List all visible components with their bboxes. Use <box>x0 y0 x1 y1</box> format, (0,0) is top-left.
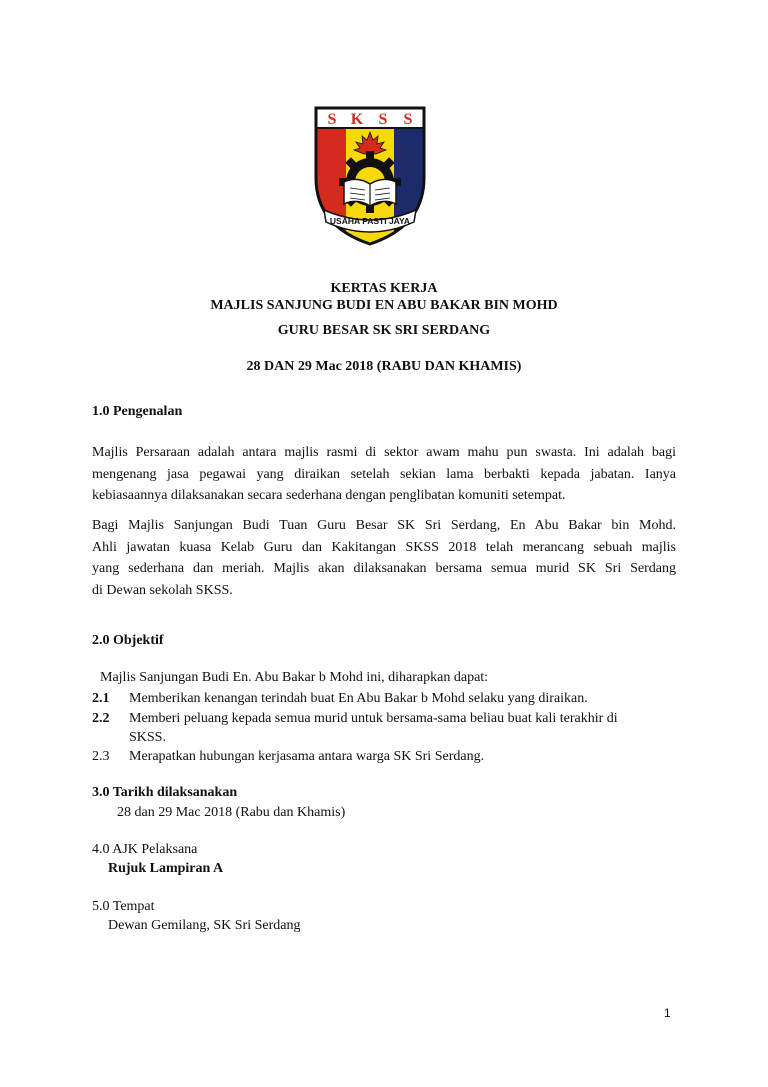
section-heading-objectives: 2.0 Objektif <box>92 633 164 648</box>
objective-number: 2.2 <box>92 711 110 726</box>
introduction-paragraph-1 <box>92 442 676 507</box>
crest-letter: K <box>350 111 364 128</box>
event-date: 28 DAN 29 Mac 2018 (RABU DAN KHAMIS) <box>246 359 522 374</box>
objective-number: 2.3 <box>92 749 110 764</box>
honoree-title: GURU BESAR SK SRI SERDANG <box>277 323 491 338</box>
paragraph-line: Majlis Persaraan adalah antara majlis rasmi di sektor awam mahu pun swasta. Ini adalah bagi <box>92 445 676 460</box>
objective-text: Merapatkan hubungan kerjasama antara warga SK Sri Serdang. <box>129 749 485 764</box>
doc-title: KERTAS KERJA <box>330 281 438 296</box>
paragraph-line: Bagi Majlis Sanjungan Budi Tuan Guru Besar SK Sri Serdang, En Abu Bakar bin Mohd. <box>92 518 676 533</box>
event-date-value: 28 dan 29 Mac 2018 (Rabu dan Khamis) <box>117 805 346 820</box>
section-heading-date: 3.0 Tarikh dilaksanakan <box>92 785 238 800</box>
section-heading-venue: 5.0 Tempat <box>92 899 155 914</box>
section-heading-committee: 4.0 AJK Pelaksana <box>92 842 198 857</box>
objectives-intro: Majlis Sanjungan Budi En. Abu Bakar b Mohd ini, diharapkan dapat: <box>100 670 489 685</box>
section-heading-introduction: 1.0 Pengenalan <box>92 404 183 419</box>
paragraph-line: kebiasaannya dilaksanakan secara sederhana dengan penglibatan komuniti setempat. <box>92 488 566 503</box>
objective-text: Memberi peluang kepada semua murid untuk bersama-sama beliau buat kali terakhir di <box>129 711 618 726</box>
objective-item <box>92 688 588 709</box>
book-icon <box>344 179 396 206</box>
venue-value: Dewan Gemilang, SK Sri Serdang <box>108 918 301 933</box>
crest-letter: S <box>327 111 337 128</box>
paragraph-line: mengenang jasa pegawai yang diraikan setelah sekian lama berbakti kepada jabatan. Ianya <box>92 466 676 482</box>
event-title: MAJLIS SANJUNG BUDI EN ABU BAKAR BIN MOHD <box>210 298 558 313</box>
committee-reference: Rujuk Lampiran A <box>108 861 224 876</box>
crest-letter: S <box>403 111 413 128</box>
paragraph-line: yang sederhana dan meriah. Majlis akan dilaksanakan bersama semua murid SK Sri Serdang <box>92 561 676 576</box>
crest-letter: S <box>378 111 388 128</box>
paragraph-line: Ahli jawatan kuasa Kelab Guru dan Kakitangan SKSS 2018 telah merancang sebuah majlis <box>92 539 676 555</box>
introduction-paragraph-2 <box>92 515 676 601</box>
paragraph-line: di Dewan sekolah SKSS. <box>92 582 233 598</box>
objective-item <box>92 746 484 767</box>
objective-text-continuation: SKSS. <box>129 730 166 745</box>
page-number: 1 <box>664 1006 671 1020</box>
school-crest-logo <box>310 98 430 248</box>
crest-motto: USAHA PASTI JAYA <box>329 216 411 226</box>
objective-text: Memberikan kenangan terindah buat En Abu Bakar b Mohd selaku yang diraikan. <box>129 691 588 706</box>
objective-number: 2.1 <box>92 691 110 706</box>
objective-item <box>92 708 618 729</box>
